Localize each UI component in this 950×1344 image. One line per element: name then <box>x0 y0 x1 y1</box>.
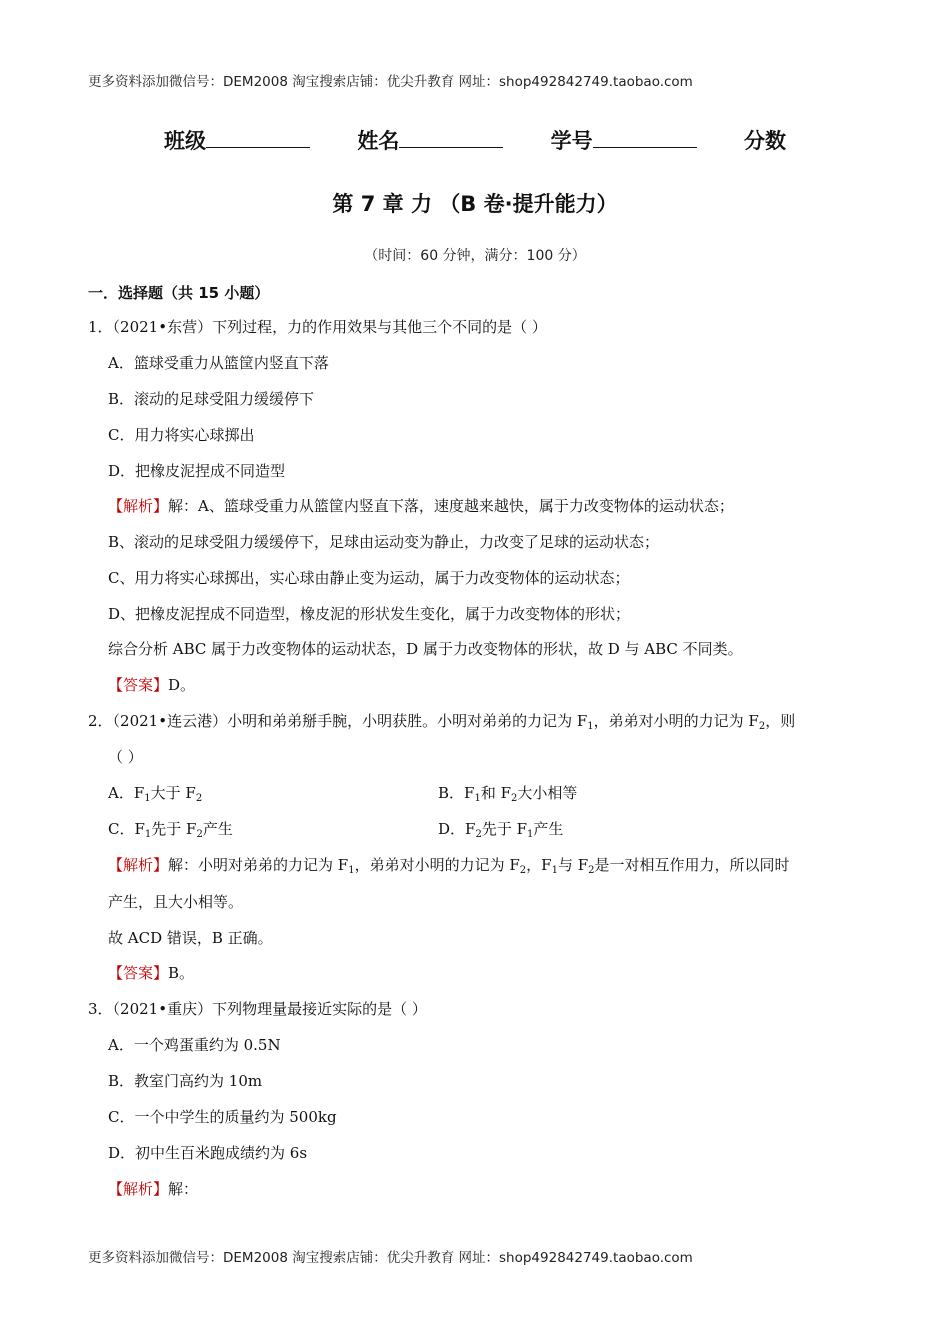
id-blank <box>593 129 697 148</box>
question-2-paren: （ ） <box>108 748 143 766</box>
q1-option-c: C．用力将实心球掷出 <box>108 426 255 444</box>
exam-time-info: （时间：60 分钟，满分：100 分） <box>364 248 586 264</box>
q2-analysis-line-3: 故 ACD 错误，B 正确。 <box>108 929 273 947</box>
q1-analysis-line-4: D、把橡皮泥捏成不同造型，橡皮泥的形状发生变化，属于力改变物体的形状； <box>108 605 631 623</box>
q2-analysis-line-1: 【解析】解：小明对弟弟的力记为 $F_1$，弟弟对小明的力记为 $F_2$，$F_1$与 $F_2$是一对相互作用力，所以同时 <box>108 856 790 876</box>
question-3-stem: 3．（2021•重庆）下列物理量最接近实际的是（ ） <box>88 1000 427 1018</box>
q1-analysis-line-1: 【解析】解：A、篮球受重力从篮筐内竖直下落，速度越来越快，属于力改变物体的运动状态； <box>108 497 734 515</box>
name-label: 姓名 <box>357 129 400 153</box>
class-label: 班级 <box>164 129 207 153</box>
q3-option-b: B．教室门高约为 10m <box>108 1072 263 1090</box>
name-field <box>357 125 503 155</box>
q2-answer: 【答案】B。 <box>108 964 195 982</box>
question-1-stem: 1．（2021•东营）下列过程，力的作用效果与其他三个不同的是（ ） <box>88 318 547 336</box>
q2-option-c: C．$F_1$先于 $F_2$产生 <box>108 820 233 840</box>
score-label: 分数 <box>743 129 786 153</box>
q3-analysis-line-1: 【解析】解： <box>108 1180 199 1198</box>
analysis-label: 【解析】 <box>108 497 169 515</box>
section-heading: 一．选择题（共 15 小题） <box>88 284 270 302</box>
q1-option-d: D．把橡皮泥捏成不同造型 <box>108 462 286 480</box>
q1-option-b: B．滚动的足球受阻力缓缓停下 <box>108 390 315 408</box>
q1-analysis-line-3: C、用力将实心球掷出，实心球由静止变为运动，属于力改变物体的运动状态； <box>108 569 630 587</box>
q2-option-a: A．$F_1$大于 $F_2$ <box>108 784 203 804</box>
q1-answer: 【答案】D。 <box>108 676 196 694</box>
page-title: 第 7 章 力 （B 卷·提升能力） <box>332 192 618 216</box>
id-label: 学号 <box>550 129 593 153</box>
class-blank <box>206 129 310 148</box>
student-info-row <box>0 125 950 155</box>
q2-option-b: B．$F_1$和 $F_2$大小相等 <box>438 784 578 804</box>
score-field <box>744 125 786 155</box>
q2-analysis-line-2: 产生，且大小相等。 <box>108 893 244 911</box>
page-header: 更多资料添加微信号：DEM2008 淘宝搜索店铺：优尖升教育 网址：shop492842749.taobao.com <box>88 74 693 90</box>
q1-analysis-line-2: B、滚动的足球受阻力缓缓停下，足球由运动变为静止，力改变了足球的运动状态； <box>108 533 660 551</box>
id-field <box>551 125 697 155</box>
q2-option-d: D．$F_2$先于 $F_1$产生 <box>438 820 564 840</box>
q1-analysis-line-5: 综合分析 ABC 属于力改变物体的运动状态，D 属于力改变物体的形状，故 D 与 ABC 不同类。 <box>108 640 743 658</box>
q3-option-a: A．一个鸡蛋重约为 0.5N <box>108 1036 281 1054</box>
q1-option-a: A．篮球受重力从篮筐内竖直下落 <box>108 354 329 372</box>
name-blank <box>399 129 503 148</box>
answer-label: 【答案】 <box>108 676 169 694</box>
question-2-stem: 2．（2021•连云港）小明和弟弟掰手腕，小明获胜。小明对弟弟的力记为 $F_1$，弟弟对小明的力记为 $F_2$，则 <box>88 712 796 732</box>
page-footer: 更多资料添加微信号：DEM2008 淘宝搜索店铺：优尖升教育 网址：shop492842749.taobao.com <box>88 1250 693 1266</box>
class-field <box>164 125 310 155</box>
q3-option-c: C．一个中学生的质量约为 500kg <box>108 1108 337 1126</box>
q3-option-d: D．初中生百米跑成绩约为 6s <box>108 1144 308 1162</box>
